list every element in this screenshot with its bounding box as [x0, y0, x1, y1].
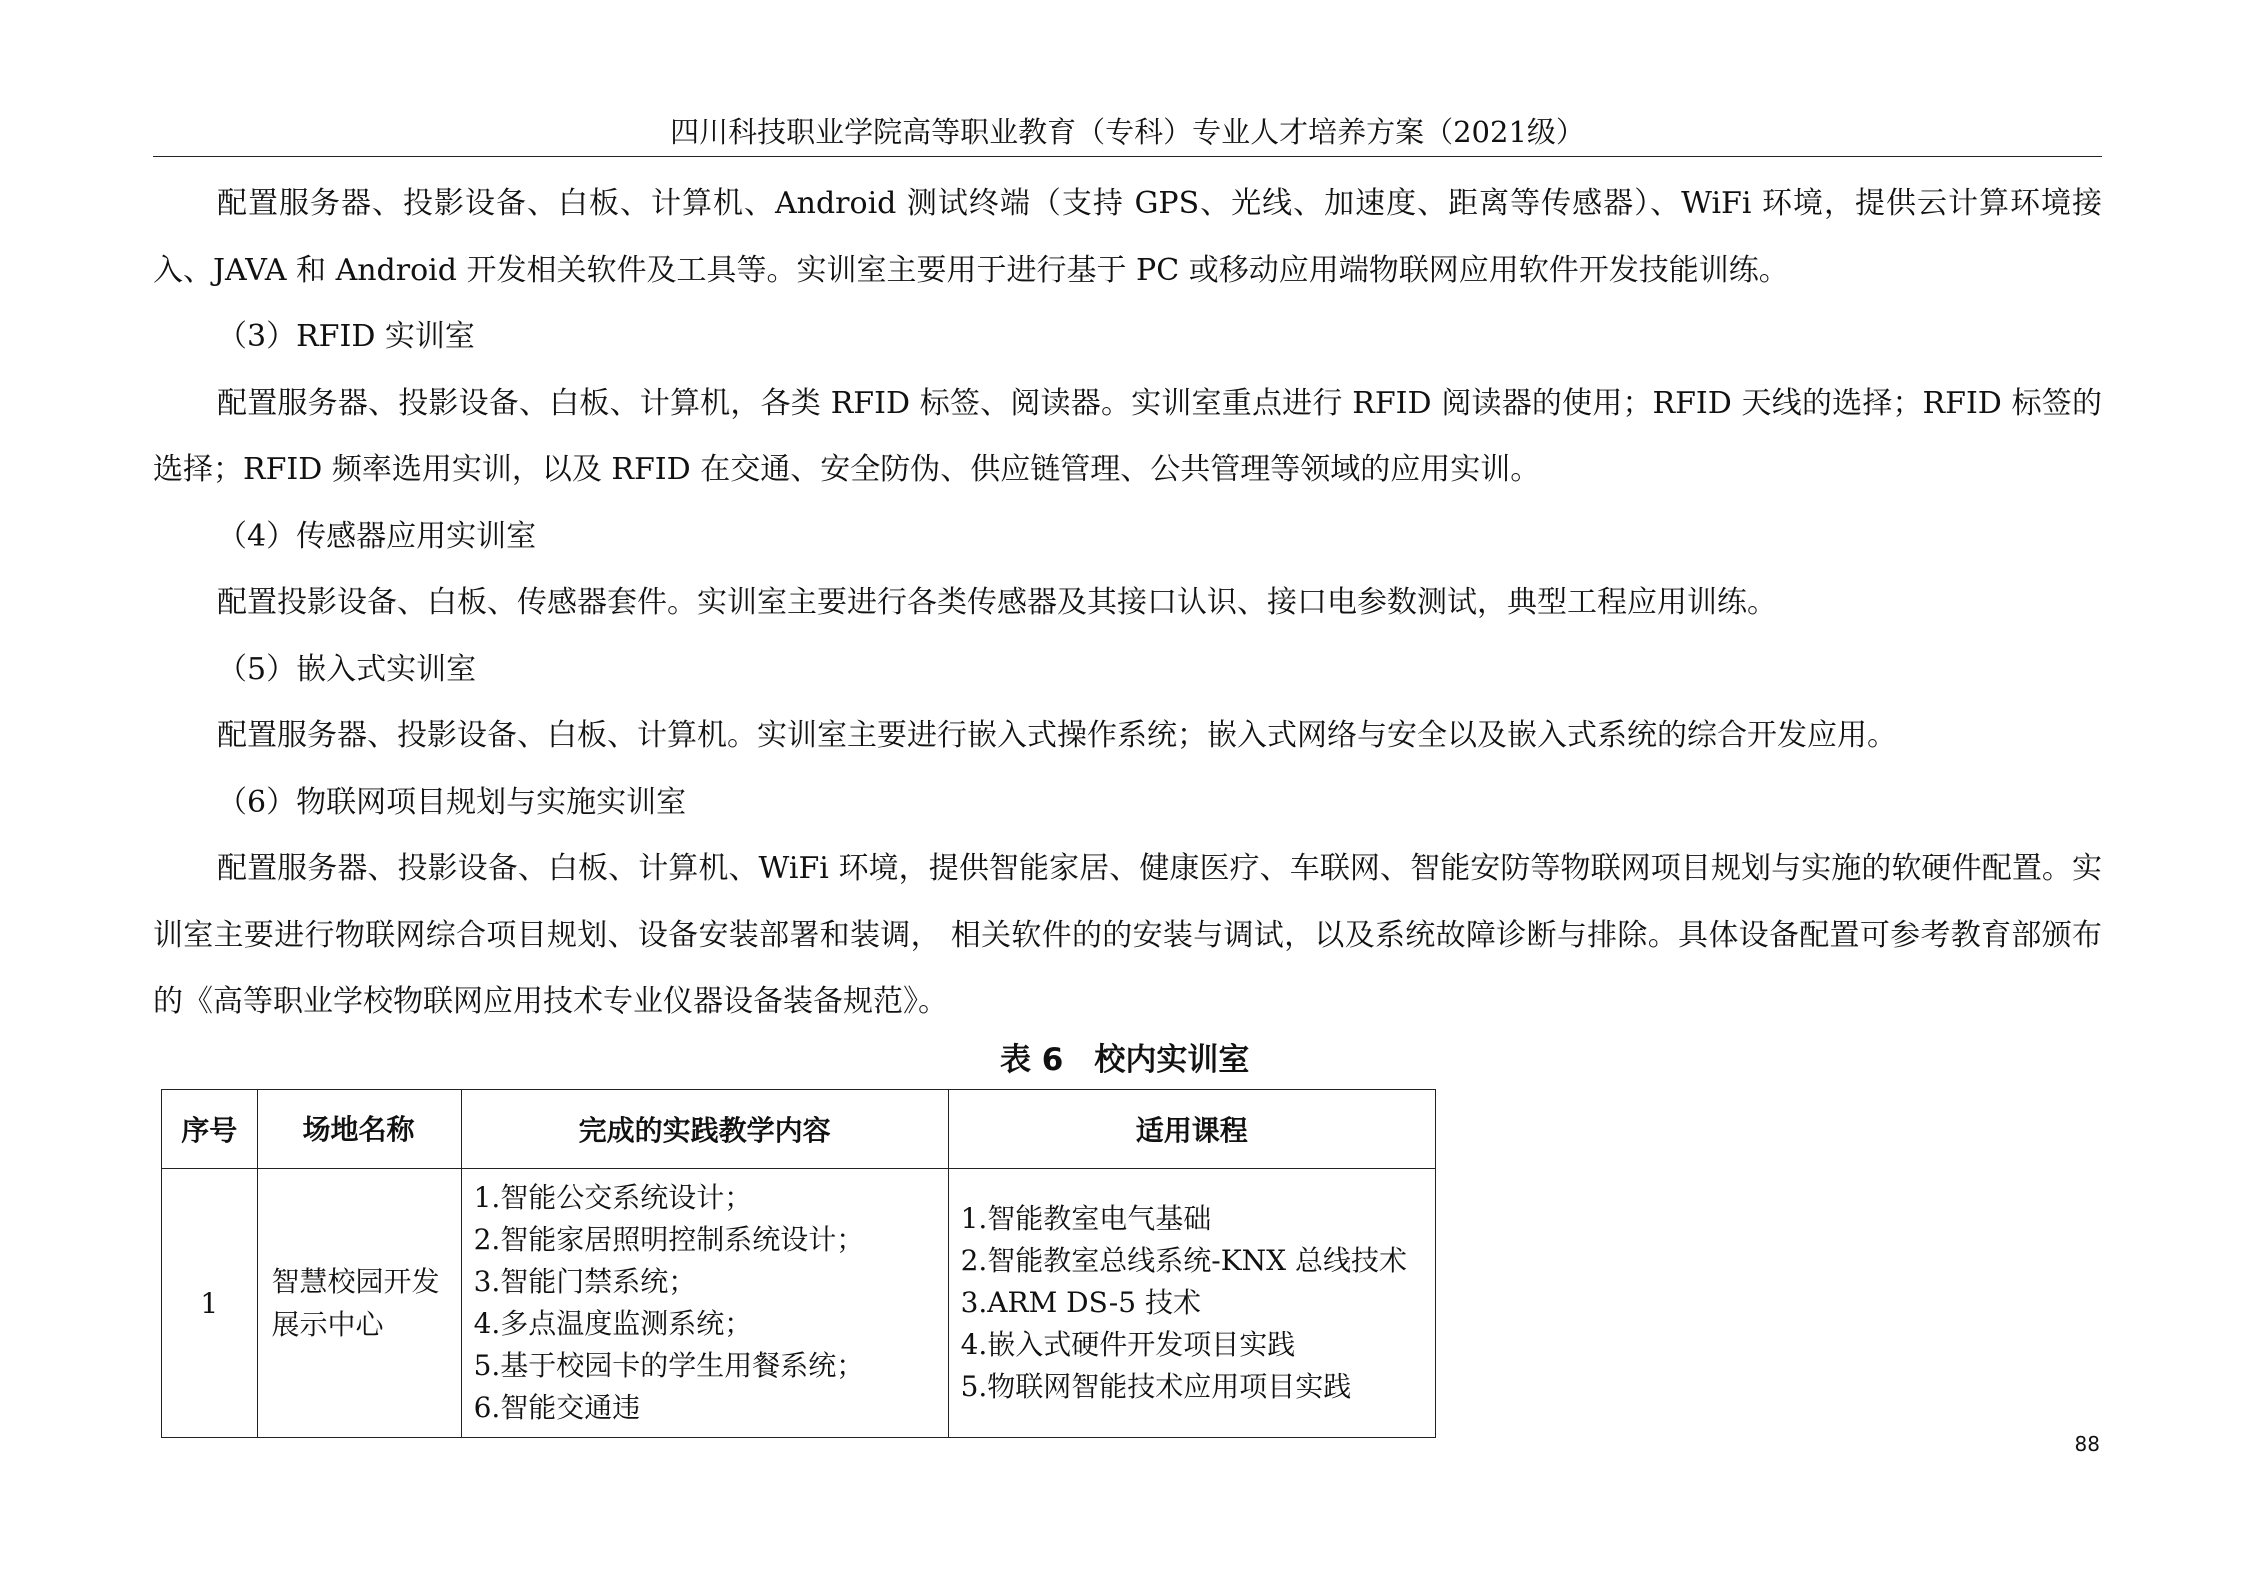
- list-item: 2.智能教室总线系统-KNX 总线技术: [960, 1244, 1407, 1277]
- body-text: [153, 171, 2102, 1036]
- column-header-site: 场地名称: [257, 1090, 461, 1169]
- paragraph: 配置服务器、投影设备、白板、计算机。实训室主要进行嵌入式操作系统；嵌入式网络与安全以及嵌入式系统的综合开发应用。: [217, 718, 1897, 753]
- paragraph: 配置投影设备、白板、传感器套件。实训室主要进行各类传感器及其接口认识、接口电参数测试，典型工程应用训练。: [217, 585, 1777, 620]
- row-number: 1: [162, 1169, 258, 1438]
- practice-content: [461, 1169, 948, 1438]
- column-header-number: 序号: [162, 1090, 258, 1169]
- paragraph: 配置服务器、投影设备、白板、计算机、WiFi 环境，提供智能家居、健康医疗、车联网、智能安防等物联网项目规划与实施的软硬件配置。实训室主要进行物联网综合项目规划、设备安装部署和装调， 相关软件的的安装与调试，以及系统故障诊断与排除。具体设备配置可参考教育部颁布的《高等职业学校物联网应用技术专业仪器设备装备规范》。: [153, 851, 2102, 1019]
- column-header-content: 完成的实践教学内容: [461, 1090, 948, 1169]
- table-caption: 表 6 校内实训室: [1000, 1042, 1250, 1078]
- applicable-courses: [948, 1169, 1435, 1438]
- list-item: 4.多点温度监测系统；: [473, 1307, 753, 1340]
- training-room-table: [161, 1089, 1436, 1438]
- list-item: 3.智能门禁系统；: [473, 1265, 697, 1298]
- paragraph: 配置服务器、投影设备、白板、计算机，各类 RFID 标签、阅读器。实训室重点进行 RFID 阅读器的使用；RFID 天线的选择；RFID 标签的选择；RFID 频率选用实训，以及 RFID 在交通、安全防伪、供应链管理、公共管理等领域的应用实训。: [153, 385, 2102, 487]
- column-header-courses: 适用课程: [948, 1090, 1435, 1169]
- list-item: 1.智能教室电气基础: [960, 1202, 1212, 1235]
- page-header: 四川科技职业学院高等职业教育（专科）专业人才培养方案（2021级）: [153, 112, 2102, 157]
- list-item: 5.物联网智能技术应用项目实践: [960, 1370, 1352, 1403]
- section-heading: （4）传感器应用实训室: [217, 518, 537, 554]
- site-name: 智慧校园开发展示中心: [257, 1169, 461, 1438]
- table-header-row: [162, 1090, 1436, 1169]
- section-heading: （6）物联网项目规划与实施实训室: [217, 784, 687, 820]
- section-heading: （5）嵌入式实训室: [217, 651, 477, 687]
- table-row: [162, 1169, 1436, 1438]
- list-item: 4.嵌入式硬件开发项目实践: [960, 1328, 1296, 1361]
- list-item: 3.ARM DS-5 技术: [960, 1286, 1201, 1319]
- page-number: 88: [2074, 1432, 2100, 1456]
- list-item: 2.智能家居照明控制系统设计；: [473, 1223, 865, 1256]
- paragraph: 配置服务器、投影设备、白板、计算机、Android 测试终端（支持 GPS、光线、加速度、距离等传感器）、WiFi 环境，提供云计算环境接入、JAVA 和 Android 开发相关软件及工具等。实训室主要用于进行基于 PC 或移动应用端物联网应用软件开发技能训练。: [153, 186, 2102, 288]
- list-item: 1.智能公交系统设计；: [473, 1181, 753, 1214]
- list-item: 5.基于校园卡的学生用餐系统；: [473, 1349, 865, 1382]
- section-heading: （3）RFID 实训室: [217, 319, 475, 354]
- list-item: 6.智能交通违: [473, 1391, 641, 1424]
